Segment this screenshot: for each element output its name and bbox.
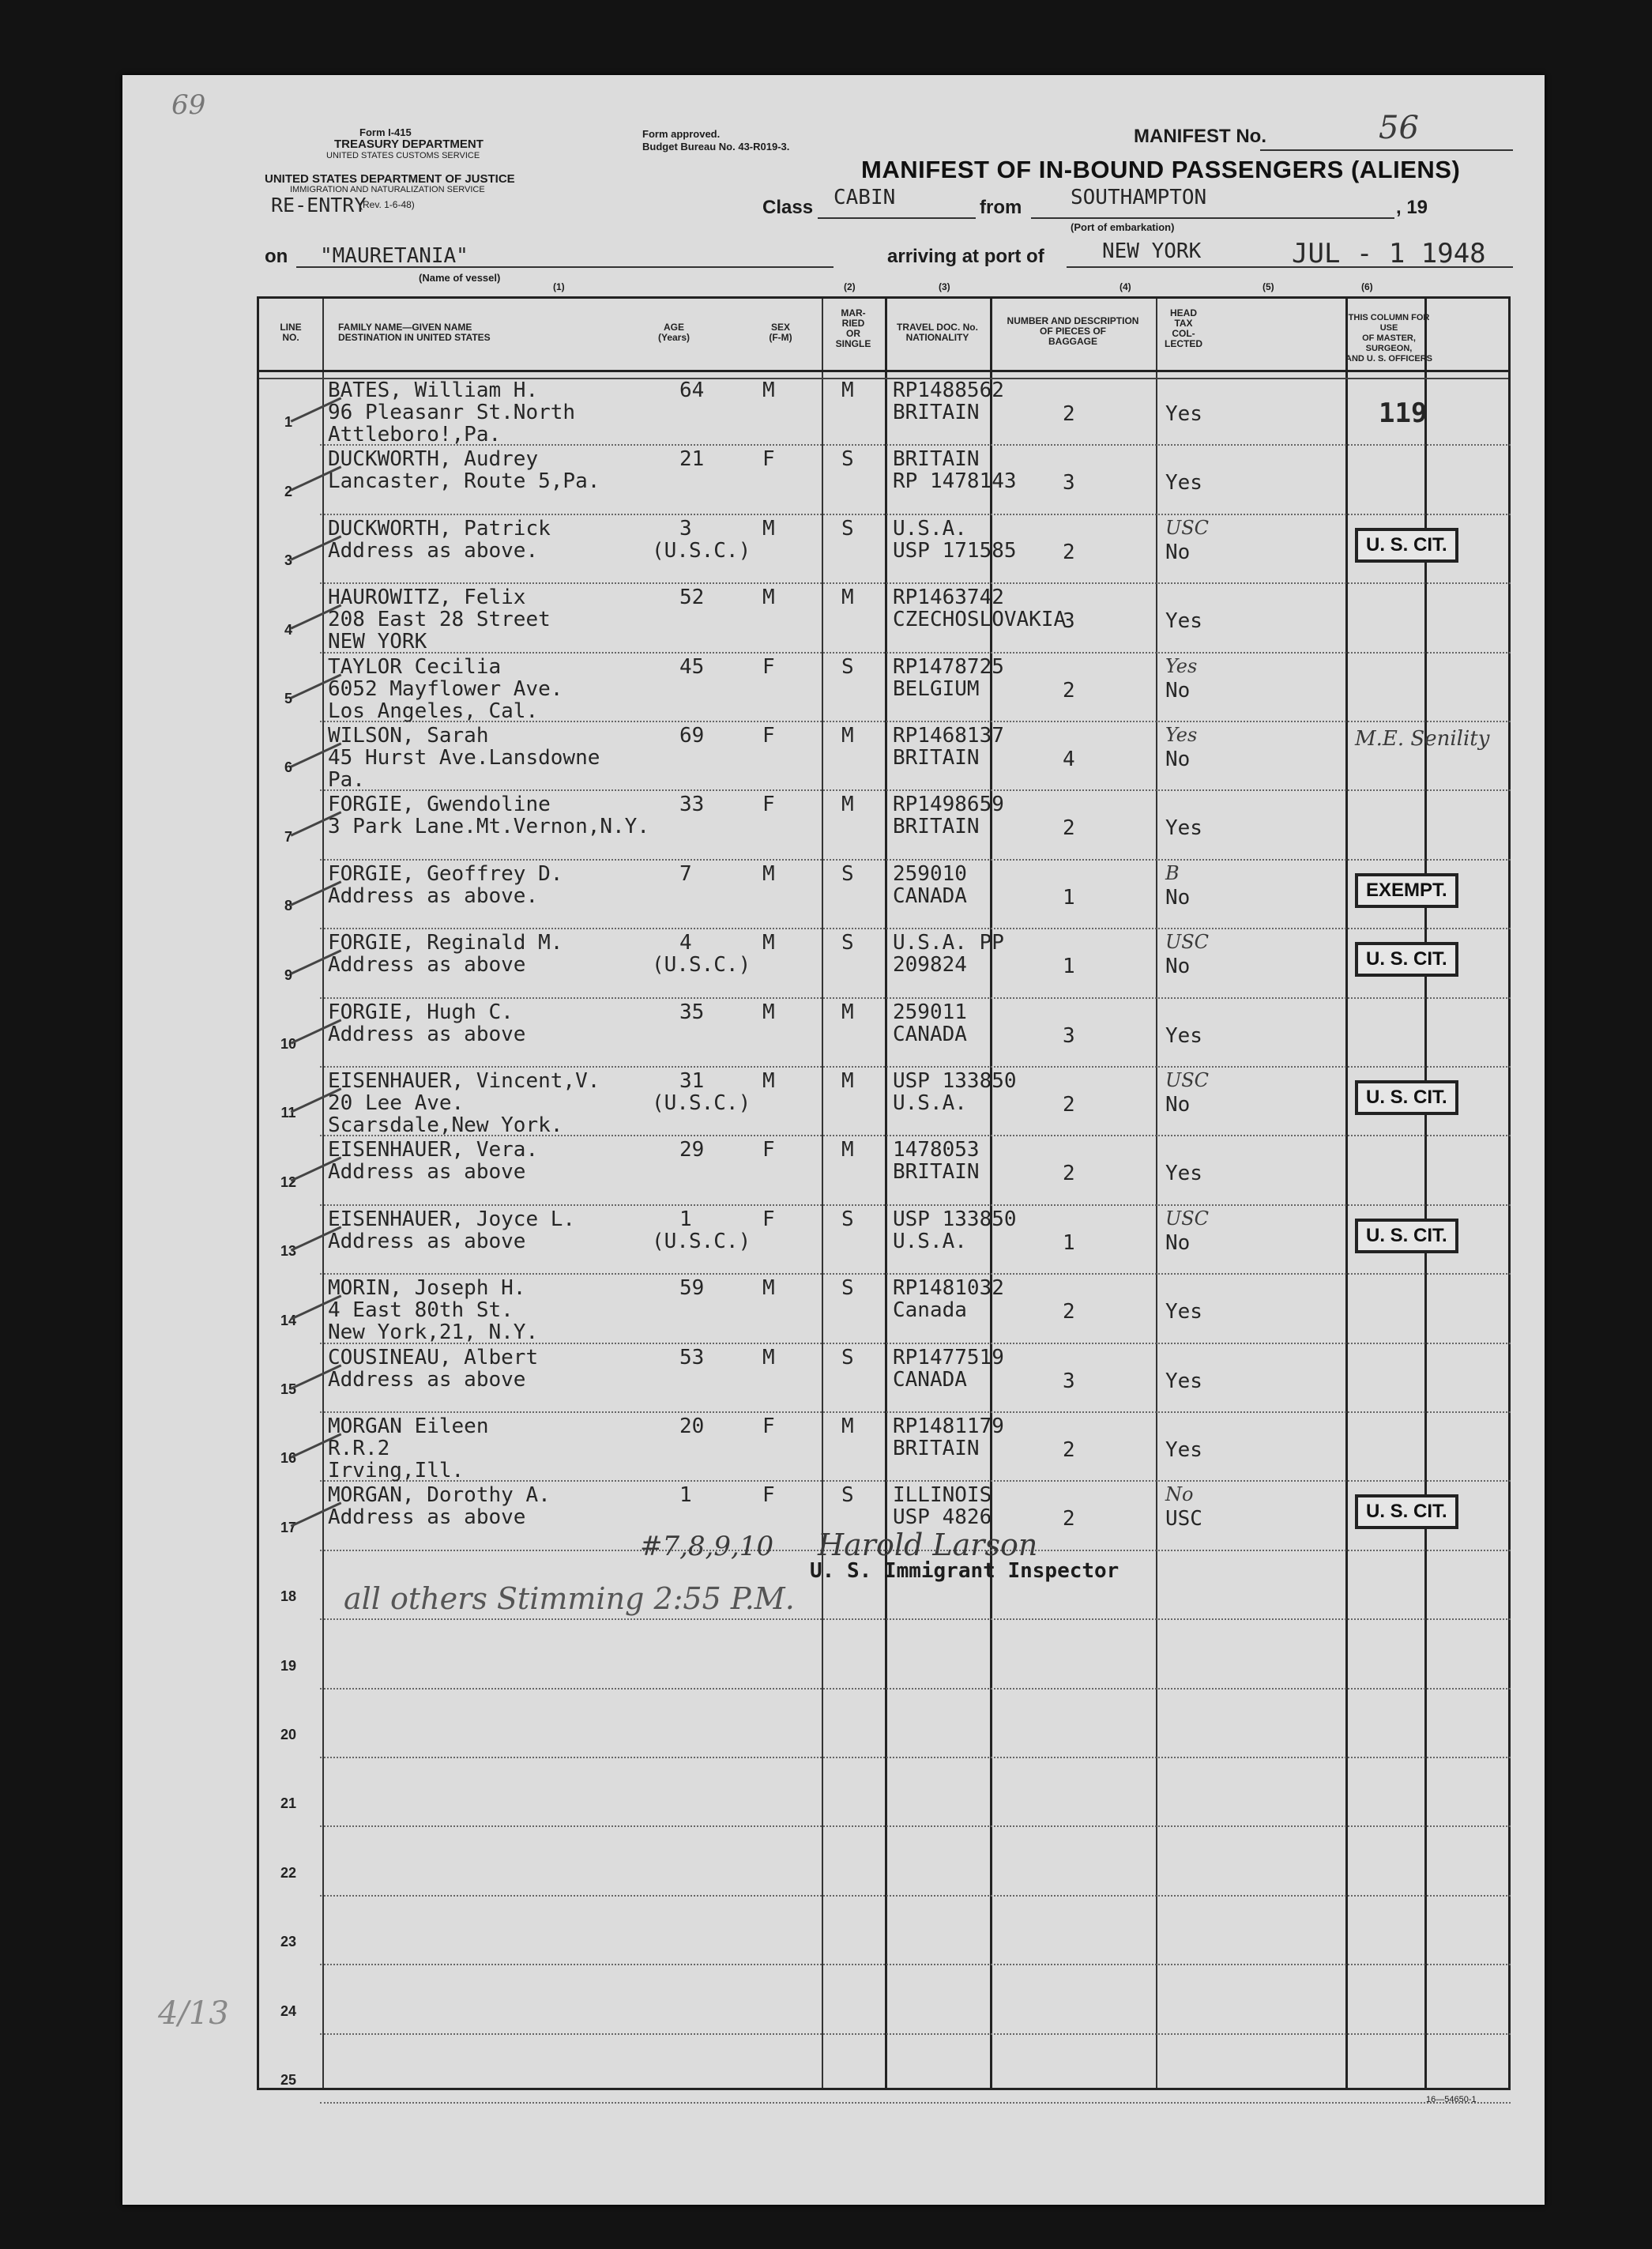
line-number: 9 xyxy=(284,966,292,983)
baggage-count: 2 xyxy=(1063,1093,1075,1117)
travel-doc: RP1477519 xyxy=(893,1345,1004,1369)
col-header-travel: TRAVEL DOC. No. NATIONALITY xyxy=(897,322,978,343)
passenger-marital: M xyxy=(841,1069,854,1093)
head-tax: No xyxy=(1165,748,1191,771)
baggage-count: 2 xyxy=(1063,1300,1075,1324)
passenger-marital: S xyxy=(841,654,854,679)
line-number: 10 xyxy=(280,1036,297,1052)
passenger-marital: S xyxy=(841,1345,854,1369)
passenger-age: 1 xyxy=(679,1207,692,1231)
row-divider xyxy=(320,1757,1511,1758)
head-tax: No xyxy=(1165,540,1191,564)
year-label: , 19 xyxy=(1396,197,1428,218)
passenger-sex: M xyxy=(762,516,775,541)
baggage-count: 4 xyxy=(1063,748,1075,771)
ins-service: IMMIGRATION AND NATURALIZATION SERVICE xyxy=(290,185,485,194)
nationality: U.S.A. xyxy=(893,1091,967,1115)
passenger-name: EISENHAUER, Vincent,V. xyxy=(328,1069,600,1093)
col-header-officers: THIS COLUMN FOR USE OF MASTER, SURGEON, AND U. S. OFFICERS xyxy=(1345,313,1433,364)
passenger-citizen-note: (U.S.C.) xyxy=(652,953,751,978)
passenger-address-1: 208 East 28 Street xyxy=(328,608,551,632)
passenger-marital: M xyxy=(841,724,854,748)
passenger-age: 3 xyxy=(679,516,692,541)
passenger-age: 69 xyxy=(679,724,705,748)
passenger-citizen-note: (U.S.C.) xyxy=(652,1091,751,1115)
passenger-sex: M xyxy=(762,379,775,402)
budget-bureau: Budget Bureau No. 43-R019-3. xyxy=(642,141,790,153)
col-num-5: (5) xyxy=(1263,281,1274,292)
passenger-row xyxy=(122,724,1545,793)
passenger-address-2: Pa. xyxy=(328,768,365,792)
passenger-address-2: Los Angeles, Cal. xyxy=(328,699,539,723)
passenger-sex: F xyxy=(762,724,775,748)
inspector-signature: Harold Larson xyxy=(818,1528,1038,1562)
passenger-citizen-note: (U.S.C.) xyxy=(652,538,751,563)
from-value: SOUTHAMPTON xyxy=(1071,186,1207,209)
passenger-age: 59 xyxy=(679,1276,705,1301)
passenger-address-2: New York,21, N.Y. xyxy=(328,1320,539,1345)
baggage-count: 2 xyxy=(1063,1438,1075,1462)
passenger-marital: M xyxy=(841,379,854,402)
col-header-headtax: HEAD TAX COL- LECTED xyxy=(1165,307,1202,349)
passenger-sex: M xyxy=(762,586,775,610)
col-header-married: MAR- RIED OR SINGLE xyxy=(835,307,871,349)
passenger-address-1: 96 Pleasanr St.North xyxy=(328,401,576,424)
line-number: 2 xyxy=(284,483,292,499)
passenger-name: BATES, William H. xyxy=(328,379,539,402)
line-number: 18 xyxy=(280,1588,297,1605)
row-divider xyxy=(320,1895,1511,1897)
passenger-address-1: Address as above. xyxy=(328,883,539,908)
passenger-marital: M xyxy=(841,1138,854,1162)
revision: (Rev. 1-6-48) xyxy=(359,199,415,210)
baggage-count: 3 xyxy=(1063,471,1075,495)
head-tax-note: B xyxy=(1165,861,1180,884)
head-tax-note: USC xyxy=(1165,931,1210,954)
nationality: U.S.A. xyxy=(893,1229,967,1253)
passenger-name: DUCKWORTH, Audrey xyxy=(328,447,539,472)
passenger-marital: M xyxy=(841,1000,854,1024)
passenger-address-1: R.R.2 xyxy=(328,1437,390,1460)
travel-doc: RP1481032 xyxy=(893,1276,1004,1301)
nationality: CANADA xyxy=(893,883,967,908)
passenger-name: MORGAN Eileen xyxy=(328,1415,489,1438)
passenger-sex: F xyxy=(762,654,775,679)
baggage-count: 2 xyxy=(1063,1507,1075,1531)
col-header-age: AGE (Years) xyxy=(657,322,691,343)
baggage-count: 2 xyxy=(1063,678,1075,703)
col-header-line: LINE NO. xyxy=(280,322,302,343)
travel-doc: 1478053 xyxy=(893,1138,980,1162)
col-num-6: (6) xyxy=(1361,281,1373,292)
passenger-marital: S xyxy=(841,861,854,886)
travel-doc: RP1478725 xyxy=(893,654,1004,679)
line-number: 17 xyxy=(280,1519,297,1535)
vessel-name: "MAURETANIA" xyxy=(320,244,469,268)
passenger-citizen-note: (U.S.C.) xyxy=(652,1229,751,1253)
nationality: BELGIUM xyxy=(893,676,980,701)
manifest-title: MANIFEST OF IN-BOUND PASSENGERS (ALIENS) xyxy=(861,156,1461,183)
from-label: from xyxy=(980,197,1022,218)
line-number: 25 xyxy=(280,2072,297,2088)
officer-stamp: U. S. CIT. xyxy=(1355,942,1458,977)
passenger-marital: S xyxy=(841,1276,854,1301)
officer-stamp: U. S. CIT. xyxy=(1355,1080,1458,1115)
passenger-sex: F xyxy=(762,1483,775,1508)
passenger-age: 35 xyxy=(679,1000,705,1024)
nationality: BRITAIN xyxy=(893,815,980,839)
passenger-row xyxy=(122,1138,1545,1207)
passenger-name: TAYLOR Cecilia xyxy=(328,654,502,679)
officer-note: 119 xyxy=(1379,397,1428,429)
baggage-count: 3 xyxy=(1063,609,1075,634)
travel-doc: ILLINOIS xyxy=(893,1483,992,1508)
form-approved: Form approved. xyxy=(642,128,721,140)
head-tax: Yes xyxy=(1165,1369,1202,1393)
nationality: BRITAIN xyxy=(893,1160,980,1185)
passenger-name: HAUROWITZ, Felix xyxy=(328,586,526,610)
head-tax: USC xyxy=(1165,1507,1202,1531)
inspector-title: U. S. Immigrant Inspector xyxy=(810,1559,1120,1583)
head-tax: Yes xyxy=(1165,816,1202,841)
passenger-marital: M xyxy=(841,1415,854,1438)
passenger-address-1: Address as above xyxy=(328,1022,526,1046)
passenger-name: FORGIE, Gwendoline xyxy=(328,793,551,817)
passenger-address-2: Attleboro!,Pa. xyxy=(328,423,502,446)
passenger-age: 52 xyxy=(679,586,705,610)
passenger-sex: F xyxy=(762,1415,775,1438)
margin-note-top: 69 xyxy=(171,89,206,121)
passenger-age: 31 xyxy=(679,1069,705,1093)
passenger-sex: M xyxy=(762,931,775,955)
line-number: 6 xyxy=(284,759,292,776)
line-number: 23 xyxy=(280,1934,297,1950)
passenger-row xyxy=(122,1207,1545,1276)
row-divider xyxy=(320,2102,1511,2104)
passenger-name: MORIN, Joseph H. xyxy=(328,1276,526,1301)
passenger-row xyxy=(122,517,1545,586)
travel-doc: RP1498659 xyxy=(893,793,1004,817)
passenger-row xyxy=(122,586,1545,654)
line-number: 21 xyxy=(280,1795,297,1812)
travel-doc: USP 133850 xyxy=(893,1069,1017,1093)
row-divider xyxy=(320,2033,1511,2035)
all-others-note: all others Stimming 2:55 P.M. xyxy=(344,1581,795,1616)
passenger-age: 29 xyxy=(679,1138,705,1162)
passenger-sex: M xyxy=(762,861,775,886)
row-divider xyxy=(320,1964,1511,1965)
officer-note: M.E. Senility xyxy=(1355,727,1490,751)
passenger-row xyxy=(122,655,1545,724)
passenger-name: WILSON, Sarah xyxy=(328,724,489,748)
passenger-marital: S xyxy=(841,447,854,472)
head-tax: Yes xyxy=(1165,1438,1202,1462)
arrival-port: NEW YORK xyxy=(1102,239,1202,263)
class-label: Class xyxy=(762,197,814,218)
passenger-name: COUSINEAU, Albert xyxy=(328,1345,539,1369)
passenger-address-1: 6052 Mayflower Ave. xyxy=(328,676,563,701)
manifest-page xyxy=(122,75,1545,2205)
line-number: 1 xyxy=(284,414,292,431)
passenger-address-2: NEW YORK xyxy=(328,630,427,654)
passenger-address-1: Address as above xyxy=(328,1367,526,1392)
nationality: CANADA xyxy=(893,1367,967,1392)
on-label: on xyxy=(265,246,288,267)
head-tax: Yes xyxy=(1165,1300,1202,1324)
travel-doc: 259011 xyxy=(893,1000,967,1024)
baggage-count: 2 xyxy=(1063,1162,1075,1186)
arriving-label: arriving at port of xyxy=(887,246,1044,267)
passenger-marital: M xyxy=(841,793,854,817)
line-number: 24 xyxy=(280,2002,297,2019)
baggage-count: 2 xyxy=(1063,402,1075,426)
passenger-sex: M xyxy=(762,1000,775,1024)
baggage-count: 1 xyxy=(1063,1230,1075,1255)
passenger-address-1: Address as above xyxy=(328,1160,526,1185)
justice-dept: UNITED STATES DEPARTMENT OF JUSTICE xyxy=(265,172,515,186)
passenger-address-1: Address as above. xyxy=(328,538,539,563)
head-tax: Yes xyxy=(1165,609,1202,634)
class-value: CABIN xyxy=(834,186,896,209)
col-header-baggage: NUMBER AND DESCRIPTION OF PIECES OF BAGGAGE xyxy=(1007,315,1139,347)
passenger-address-1: Lancaster, Route 5,Pa. xyxy=(328,469,600,494)
travel-doc: USP 133850 xyxy=(893,1207,1017,1231)
head-tax: Yes xyxy=(1165,471,1202,495)
head-tax: No xyxy=(1165,1093,1191,1117)
line-number: 13 xyxy=(280,1243,297,1260)
manifest-number: 56 xyxy=(1379,110,1419,146)
travel-doc: RP1468137 xyxy=(893,724,1004,748)
passenger-row xyxy=(122,1346,1545,1415)
passenger-row xyxy=(122,1276,1545,1345)
passenger-sex: F xyxy=(762,1138,775,1162)
passenger-age: 53 xyxy=(679,1345,705,1369)
nationality: CZECHOSLOVAKIA xyxy=(893,608,1067,632)
nationality: USP 4826 xyxy=(893,1505,992,1530)
line-number: 11 xyxy=(280,1105,296,1121)
passenger-name: FORGIE, Hugh C. xyxy=(328,1000,514,1024)
passenger-row xyxy=(122,1069,1545,1138)
passenger-address-1: 45 Hurst Ave.Lansdowne xyxy=(328,746,600,770)
col-num-1: (1) xyxy=(553,281,565,292)
line-number: 16 xyxy=(280,1450,297,1467)
officer-stamp: U. S. CIT. xyxy=(1355,1494,1458,1529)
passenger-name: MORGAN, Dorothy A. xyxy=(328,1483,551,1508)
line-number: 5 xyxy=(284,691,292,706)
passenger-age: 21 xyxy=(679,447,705,472)
head-tax-note: Yes xyxy=(1165,724,1198,746)
passenger-name: FORGIE, Geoffrey D. xyxy=(328,861,563,886)
passenger-row xyxy=(122,447,1545,516)
passenger-age: 20 xyxy=(679,1415,705,1438)
head-tax: Yes xyxy=(1165,1023,1202,1048)
line-number: 7 xyxy=(284,828,292,845)
travel-doc: RP1481179 xyxy=(893,1415,1004,1438)
head-tax: No xyxy=(1165,885,1191,910)
passenger-row xyxy=(122,1415,1545,1483)
head-tax-note: USC xyxy=(1165,1207,1210,1230)
baggage-count: 1 xyxy=(1063,885,1075,910)
row-divider xyxy=(320,1825,1511,1827)
row-divider xyxy=(320,1688,1511,1690)
nationality: BRITAIN xyxy=(893,1437,980,1460)
port-embark-note: (Port of embarkation) xyxy=(1071,221,1175,233)
margin-note-bottom: 4/13 xyxy=(158,1995,229,2032)
nationality: CANADA xyxy=(893,1022,967,1046)
passenger-address-1: Address as above xyxy=(328,1229,526,1253)
nationality: RP 1478143 xyxy=(893,469,1017,494)
passenger-address-2: Scarsdale,New York. xyxy=(328,1113,563,1137)
passenger-marital: S xyxy=(841,1483,854,1508)
line-number: 19 xyxy=(280,1657,297,1674)
passenger-sex: M xyxy=(762,1069,775,1093)
passenger-row xyxy=(122,793,1545,861)
form-number: Form I-415 xyxy=(359,126,412,138)
passenger-name: DUCKWORTH, Patrick xyxy=(328,516,551,541)
passenger-age: 1 xyxy=(679,1483,692,1508)
head-tax: No xyxy=(1165,955,1191,979)
baggage-count: 1 xyxy=(1063,955,1075,979)
row-divider xyxy=(320,1618,1511,1620)
inspector-hand-ref: #7,8,9,10 xyxy=(640,1531,774,1562)
baggage-count: 3 xyxy=(1063,1023,1075,1048)
passenger-marital: S xyxy=(841,516,854,541)
passenger-address-1: Address as above xyxy=(328,953,526,978)
passenger-row xyxy=(122,1000,1545,1069)
passenger-marital: M xyxy=(841,586,854,610)
treasury-dept: TREASURY DEPARTMENT xyxy=(334,138,484,151)
passenger-sex: F xyxy=(762,1207,775,1231)
head-tax-note: No xyxy=(1165,1483,1194,1506)
head-tax: Yes xyxy=(1165,1162,1202,1186)
travel-doc: RP1488562 xyxy=(893,379,1004,402)
passenger-sex: F xyxy=(762,447,775,472)
col-num-4: (4) xyxy=(1120,281,1131,292)
line-number: 8 xyxy=(284,898,292,914)
passenger-sex: M xyxy=(762,1345,775,1369)
manifest-label: MANIFEST No. xyxy=(1134,126,1266,147)
passenger-name: EISENHAUER, Joyce L. xyxy=(328,1207,576,1231)
passenger-address-1: 20 Lee Ave. xyxy=(328,1091,465,1115)
baggage-count: 2 xyxy=(1063,540,1075,564)
nationality: Canada xyxy=(893,1298,967,1323)
passenger-marital: S xyxy=(841,931,854,955)
passenger-row xyxy=(122,379,1545,447)
nationality: BRITAIN xyxy=(893,746,980,770)
passenger-marital: S xyxy=(841,1207,854,1231)
passenger-name: EISENHAUER, Vera. xyxy=(328,1138,539,1162)
customs-service: UNITED STATES CUSTOMS SERVICE xyxy=(326,151,480,160)
travel-doc: U.S.A. xyxy=(893,516,967,541)
travel-doc: U.S.A. PP xyxy=(893,931,1004,955)
passenger-row xyxy=(122,931,1545,1000)
footer-code: 16—54650-1 xyxy=(1426,2095,1477,2104)
passenger-address-1: 4 East 80th St. xyxy=(328,1298,514,1323)
line-number: 4 xyxy=(284,621,292,638)
passenger-age: 33 xyxy=(679,793,705,817)
passenger-sex: M xyxy=(762,1276,775,1301)
col-num-3: (3) xyxy=(939,281,950,292)
head-tax: No xyxy=(1165,1230,1191,1255)
passenger-name: FORGIE, Reginald M. xyxy=(328,931,563,955)
travel-doc: RP1463742 xyxy=(893,586,1004,610)
head-tax-note: USC xyxy=(1165,516,1210,539)
col-header-name: FAMILY NAME—GIVEN NAME DESTINATION IN UNITED STATES xyxy=(338,322,491,343)
line-number: 12 xyxy=(280,1173,297,1190)
passenger-age: 4 xyxy=(679,931,692,955)
travel-doc: BRITAIN xyxy=(893,447,980,472)
passenger-age: 64 xyxy=(679,379,705,402)
line-number: 3 xyxy=(284,552,292,569)
passenger-age: 7 xyxy=(679,861,692,886)
nationality: USP 171585 xyxy=(893,538,1017,563)
head-tax-note: Yes xyxy=(1165,654,1198,677)
travel-doc: 259010 xyxy=(893,861,967,886)
line-number: 14 xyxy=(280,1312,297,1328)
vessel-note: (Name of vessel) xyxy=(419,272,501,284)
arrival-date-stamp: JUL - 1 1948 xyxy=(1292,238,1486,269)
baggage-count: 2 xyxy=(1063,816,1075,841)
reentry-label: RE-ENTRY xyxy=(271,194,367,217)
passenger-row xyxy=(122,862,1545,931)
officer-stamp: EXEMPT. xyxy=(1355,873,1458,908)
head-tax: Yes xyxy=(1165,402,1202,426)
nationality: BRITAIN xyxy=(893,401,980,424)
col-header-sex: SEX (F-M) xyxy=(769,322,792,343)
line-number: 20 xyxy=(280,1727,297,1742)
head-tax: No xyxy=(1165,678,1191,703)
officer-stamp: U. S. CIT. xyxy=(1355,1219,1458,1253)
head-tax-note: USC xyxy=(1165,1069,1210,1091)
passenger-sex: F xyxy=(762,793,775,817)
officer-stamp: U. S. CIT. xyxy=(1355,528,1458,563)
passenger-address-1: Address as above xyxy=(328,1505,526,1530)
col-num-2: (2) xyxy=(844,281,856,292)
passenger-address-1: 3 Park Lane.Mt.Vernon,N.Y. xyxy=(328,815,649,839)
passenger-age: 45 xyxy=(679,654,705,679)
passenger-address-2: Irving,Ill. xyxy=(328,1459,465,1482)
baggage-count: 3 xyxy=(1063,1369,1075,1393)
line-number: 15 xyxy=(280,1381,297,1397)
line-number: 22 xyxy=(280,1864,297,1881)
nationality: 209824 xyxy=(893,953,967,978)
